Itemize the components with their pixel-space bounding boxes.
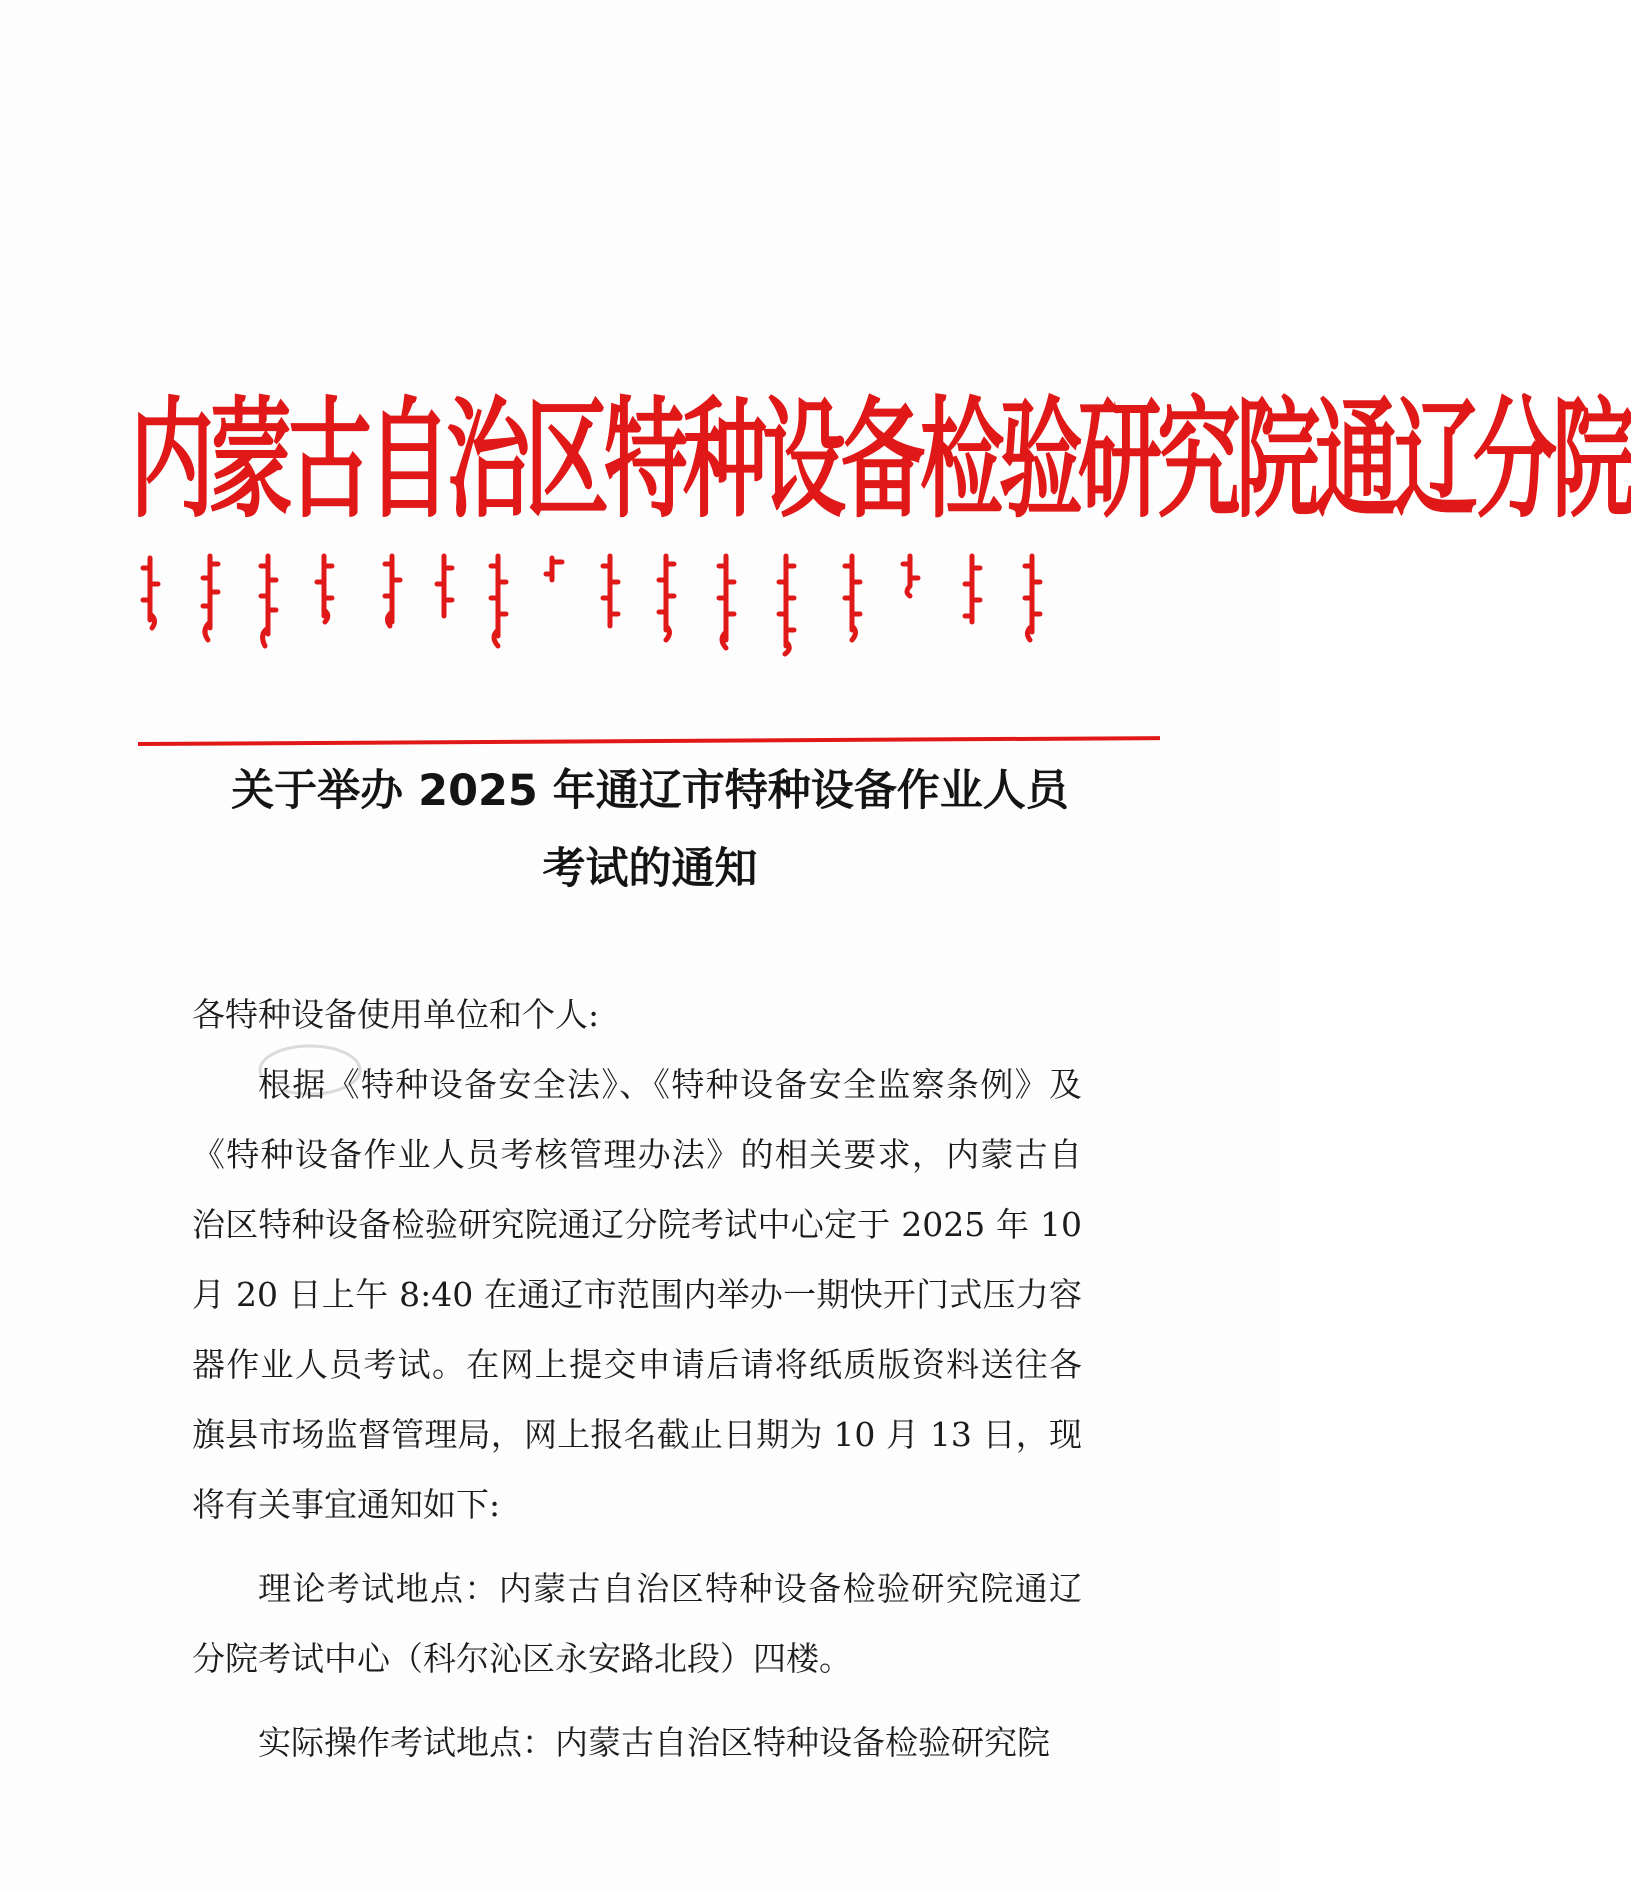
practical-exam-location: 实际操作考试地点：内蒙古自治区特种设备检验研究院 xyxy=(258,1723,1050,1762)
salutation: 各特种设备使用单位和个人: xyxy=(192,995,600,1034)
notice-title-line1: 关于举办 2025 年通辽市特种设备作业人员 xyxy=(231,766,1069,816)
theory-exam-location: 理论考试地点：内蒙古自治区特种设备检验研究院通辽分院考试中心（科尔沁区永安路北段）四楼。 xyxy=(192,1569,1082,1678)
mongolian-script-row xyxy=(140,550,1150,660)
letterhead-org-name: 内蒙古自治区特种设备检验研究院通辽分院 xyxy=(130,382,1631,536)
notice-title xyxy=(180,752,1120,908)
notice-title-line2: 考试的通知 xyxy=(542,844,758,894)
notice-body xyxy=(192,980,1082,1778)
letterhead-red-rule xyxy=(138,736,1160,746)
body-paragraph-1: 根据《特种设备安全法》、《特种设备安全监察条例》及《特种设备作业人员考核管理办法》的相关要求，内蒙古自治区特种设备检验研究院通辽分院考试中心定于 2025 年 10 月 20 日上午 8:40 在通辽市范围内举办一期快开门式压力容器作业人员考试。在网上提交申请后请将纸质版资料送往各旗县市场监督管理局，网上报名截止日期为 10 月 13 日，现将有关事宜通知如下: xyxy=(192,1065,1082,1524)
